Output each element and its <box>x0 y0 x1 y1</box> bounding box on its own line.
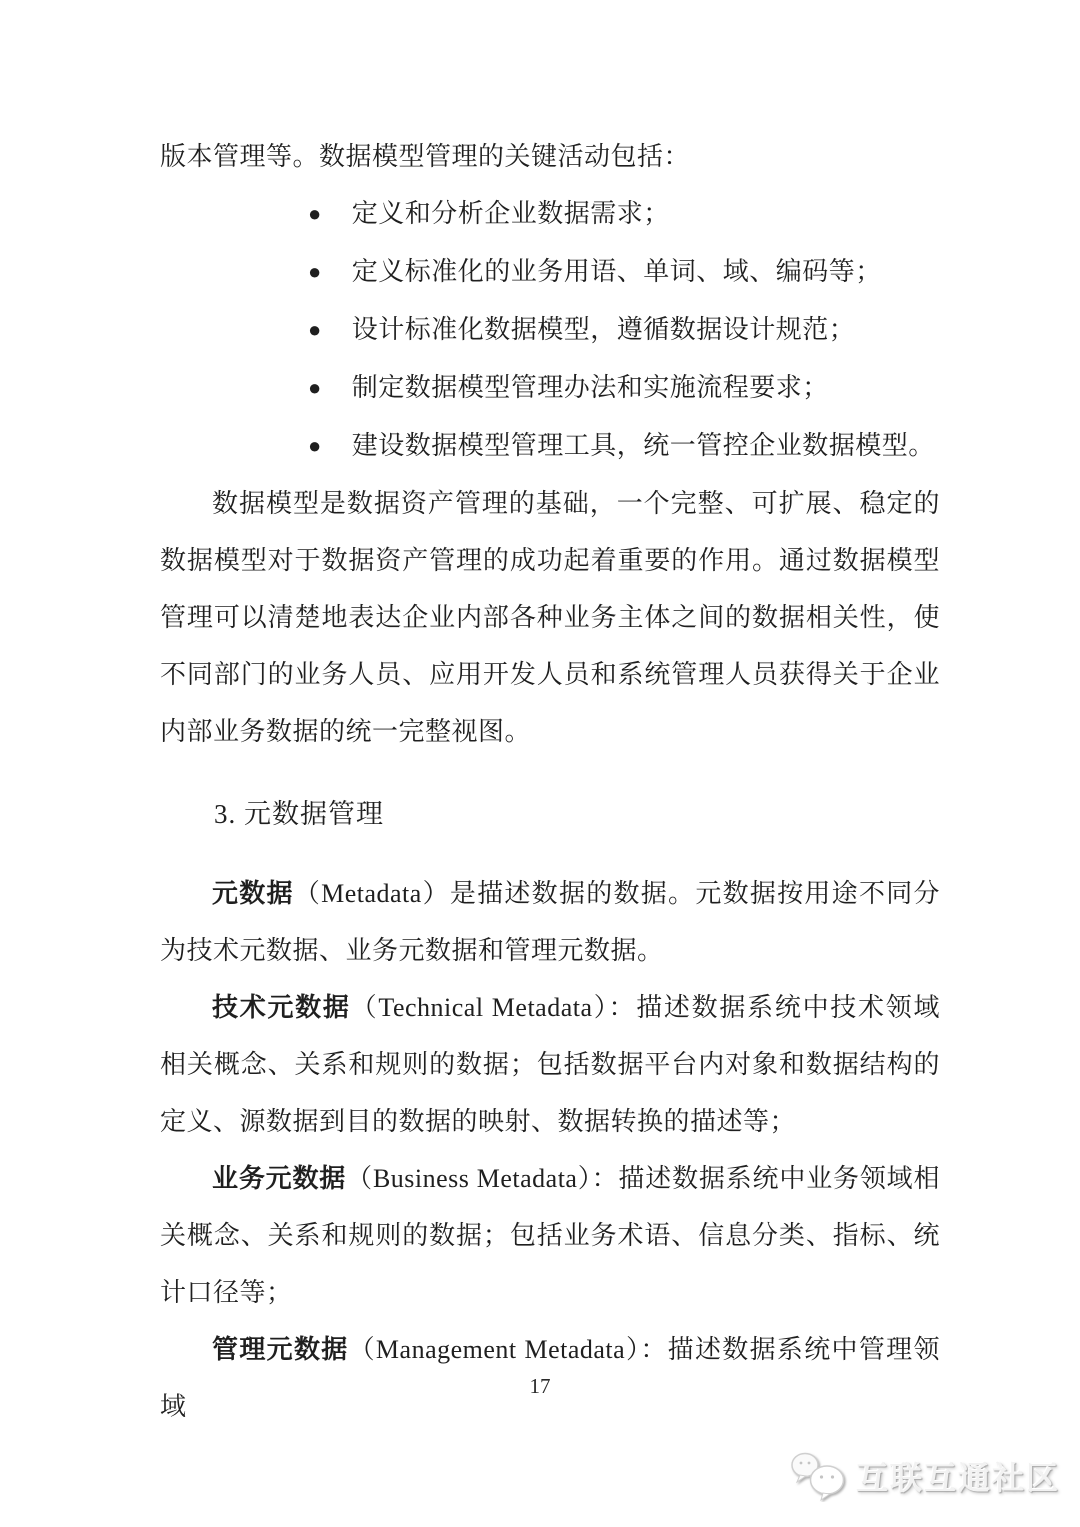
bullet-icon: ● <box>308 375 322 400</box>
term-management-metadata: 管理元数据 <box>212 1335 349 1364</box>
paragraph-intro: 版本管理等。数据模型管理的关键活动包括： <box>160 142 691 171</box>
watermark <box>790 1450 1060 1502</box>
bullet-icon: ● <box>308 317 322 342</box>
paragraph-business-metadata <box>160 1150 940 1321</box>
bullet-icon: ● <box>308 433 322 458</box>
definition-text: （Metadata）是描述数据的数据。元数据按用途不同分为技术元数据、业务元数据和管理元数据。 <box>160 879 940 965</box>
wechat-chat-bubbles-icon <box>790 1450 848 1502</box>
term-business-metadata: 业务元数据 <box>212 1164 347 1193</box>
paragraph-technical-metadata <box>160 979 940 1150</box>
bullet-icon: ● <box>308 259 322 284</box>
term-metadata: 元数据 <box>212 879 294 908</box>
bullet-icon: ● <box>308 201 322 226</box>
bullet-text: 设计标准化数据模型，遵循数据设计规范； <box>351 315 856 344</box>
paragraph-metadata-definition <box>160 865 940 979</box>
bullet-list <box>160 185 940 475</box>
bullet-item <box>160 417 940 475</box>
definition-text: （Technical Metadata）：描述数据系统中技术领域相关概念、关系和规则的数据；包括数据平台内对象和数据结构的定义、源数据到目的数据的映射、数据转换的描述等； <box>160 993 940 1136</box>
definition-text: （Management Metadata）：描述数据系统中管理领域 <box>160 1335 940 1421</box>
bullet-text: 定义标准化的业务用语、单词、域、编码等； <box>351 257 882 286</box>
paragraph-data-model: 数据模型是数据资产管理的基础，一个完整、可扩展、稳定的数据模型对于数据资产管理的成功起着重要的作用。通过数据模型管理可以清楚地表达企业内部各种业务主体之间的数据相关性，使不同部门的业务人员、应用开发人员和系统管理人员获得关于企业内部业务数据的统一完整视图。 <box>160 489 940 746</box>
section-heading: 3. 元数据管理 <box>214 799 384 829</box>
bullet-item <box>160 359 940 417</box>
bullet-item <box>160 243 940 301</box>
bullet-text: 制定数据模型管理办法和实施流程要求； <box>351 373 829 402</box>
bullet-item <box>160 185 940 243</box>
definition-text: （Business Metadata）：描述数据系统中业务领域相关概念、关系和规则的数据；包括业务术语、信息分类、指标、统计口径等； <box>160 1164 940 1307</box>
watermark-text: 互联互通社区 <box>855 1460 1060 1496</box>
bullet-text: 定义和分析企业数据需求； <box>351 199 670 228</box>
term-technical-metadata: 技术元数据 <box>212 993 351 1022</box>
page-number: 17 <box>529 1374 551 1398</box>
bullet-item <box>160 301 940 359</box>
bullet-text: 建设数据模型管理工具，统一管控企业数据模型。 <box>351 431 935 460</box>
